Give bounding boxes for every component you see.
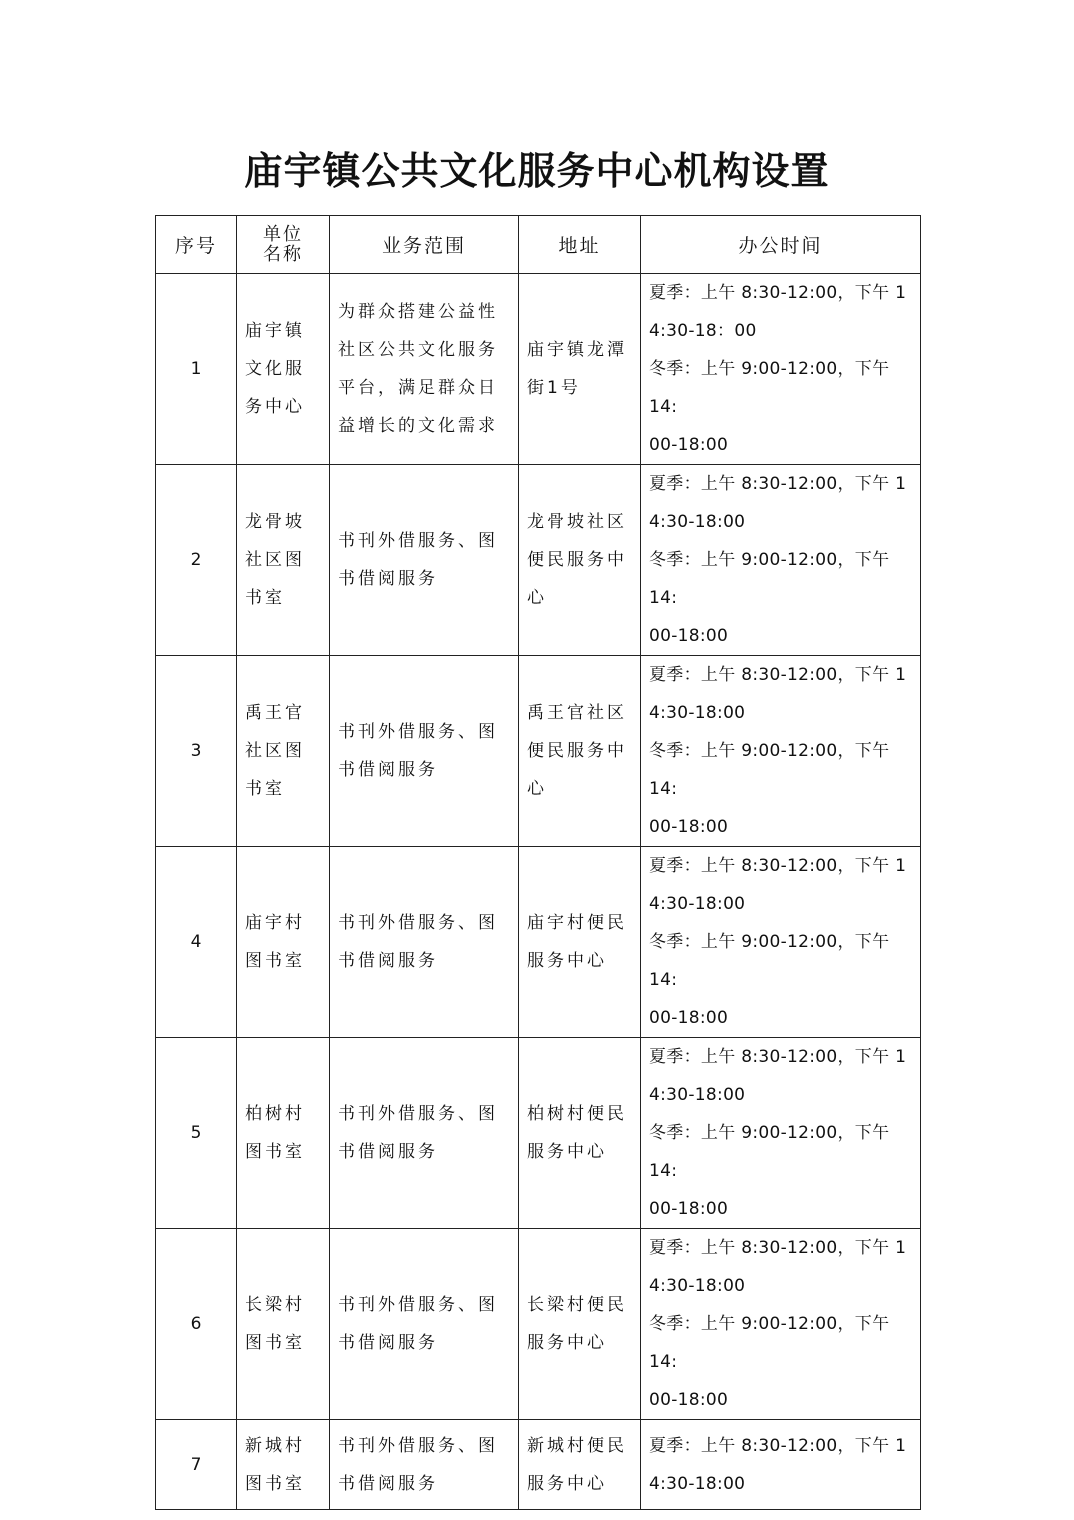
cell-scope: 书刊外借服务、图书借阅服务	[330, 1038, 519, 1229]
cell-address: 庙宇镇龙潭街1号	[519, 274, 641, 465]
cell-hours: 夏季：上午 8:30-12:00，下午 1 4:30-18:00 冬季：上午 9:00-12:00，下午 14: 00-18:00	[641, 465, 921, 656]
cell-address: 长梁村便民服务中心	[519, 1229, 641, 1420]
cell-name: 龙骨坡社区图书室	[237, 465, 330, 656]
cell-scope: 书刊外借服务、图书借阅服务	[330, 656, 519, 847]
table-header-row	[156, 216, 921, 274]
cell-seq: 3	[156, 656, 237, 847]
cell-address: 新城村便民服务中心	[519, 1420, 641, 1510]
cell-hours: 夏季：上午 8:30-12:00，下午 1 4:30-18:00 冬季：上午 9:00-12:00，下午 14: 00-18:00	[641, 847, 921, 1038]
cell-seq: 5	[156, 1038, 237, 1229]
cell-name: 柏树村图书室	[237, 1038, 330, 1229]
table-row	[156, 1229, 921, 1420]
cell-seq: 6	[156, 1229, 237, 1420]
cell-name: 新城村图书室	[237, 1420, 330, 1510]
cell-hours: 夏季：上午 8:30-12:00，下午 1 4:30-18:00 冬季：上午 9:00-12:00，下午 14: 00-18:00	[641, 1038, 921, 1229]
cell-name: 长梁村图书室	[237, 1229, 330, 1420]
table-row	[156, 847, 921, 1038]
table-row	[156, 274, 921, 465]
cell-seq: 2	[156, 465, 237, 656]
cell-scope: 书刊外借服务、图书借阅服务	[330, 465, 519, 656]
header-scope: 业务范围	[330, 216, 519, 274]
cell-hours: 夏季：上午 8:30-12:00，下午 1 4:30-18:00	[641, 1420, 921, 1510]
header-name-line2: 名称	[263, 243, 303, 265]
cell-hours: 夏季：上午 8:30-12:00，下午 1 4:30-18:00 冬季：上午 9:00-12:00，下午 14: 00-18:00	[641, 1229, 921, 1420]
cell-name: 庙宇村图书室	[237, 847, 330, 1038]
cell-scope: 书刊外借服务、图书借阅服务	[330, 1420, 519, 1510]
cell-scope: 为群众搭建公益性社区公共文化服务平台，满足群众日益增长的文化需求	[330, 274, 519, 465]
cell-address: 庙宇村便民服务中心	[519, 847, 641, 1038]
document-title: 庙宇镇公共文化服务中心机构设置	[244, 148, 830, 193]
cell-hours: 夏季：上午 8:30-12:00，下午 1 4:30-18：00 冬季：上午 9:00-12:00，下午 14: 00-18:00	[641, 274, 921, 465]
table-row	[156, 465, 921, 656]
table-row	[156, 656, 921, 847]
header-hours: 办公时间	[641, 216, 921, 274]
cell-name: 庙宇镇文化服务中心	[237, 274, 330, 465]
cell-address: 龙骨坡社区便民服务中心	[519, 465, 641, 656]
header-name	[237, 216, 330, 274]
cell-hours: 夏季：上午 8:30-12:00，下午 1 4:30-18:00 冬季：上午 9:00-12:00，下午 14: 00-18:00	[641, 656, 921, 847]
header-name-line1: 单位	[263, 223, 303, 245]
table-row	[156, 1038, 921, 1229]
cell-scope: 书刊外借服务、图书借阅服务	[330, 1229, 519, 1420]
header-address: 地址	[519, 216, 641, 274]
cell-address: 柏树村便民服务中心	[519, 1038, 641, 1229]
cell-scope: 书刊外借服务、图书借阅服务	[330, 847, 519, 1038]
header-seq: 序号	[156, 216, 237, 274]
cell-seq: 7	[156, 1420, 237, 1510]
table-row	[156, 1420, 921, 1510]
institution-table	[155, 215, 921, 1510]
cell-address: 禹王官社区便民服务中心	[519, 656, 641, 847]
cell-seq: 1	[156, 274, 237, 465]
cell-name: 禹王官社区图书室	[237, 656, 330, 847]
cell-seq: 4	[156, 847, 237, 1038]
